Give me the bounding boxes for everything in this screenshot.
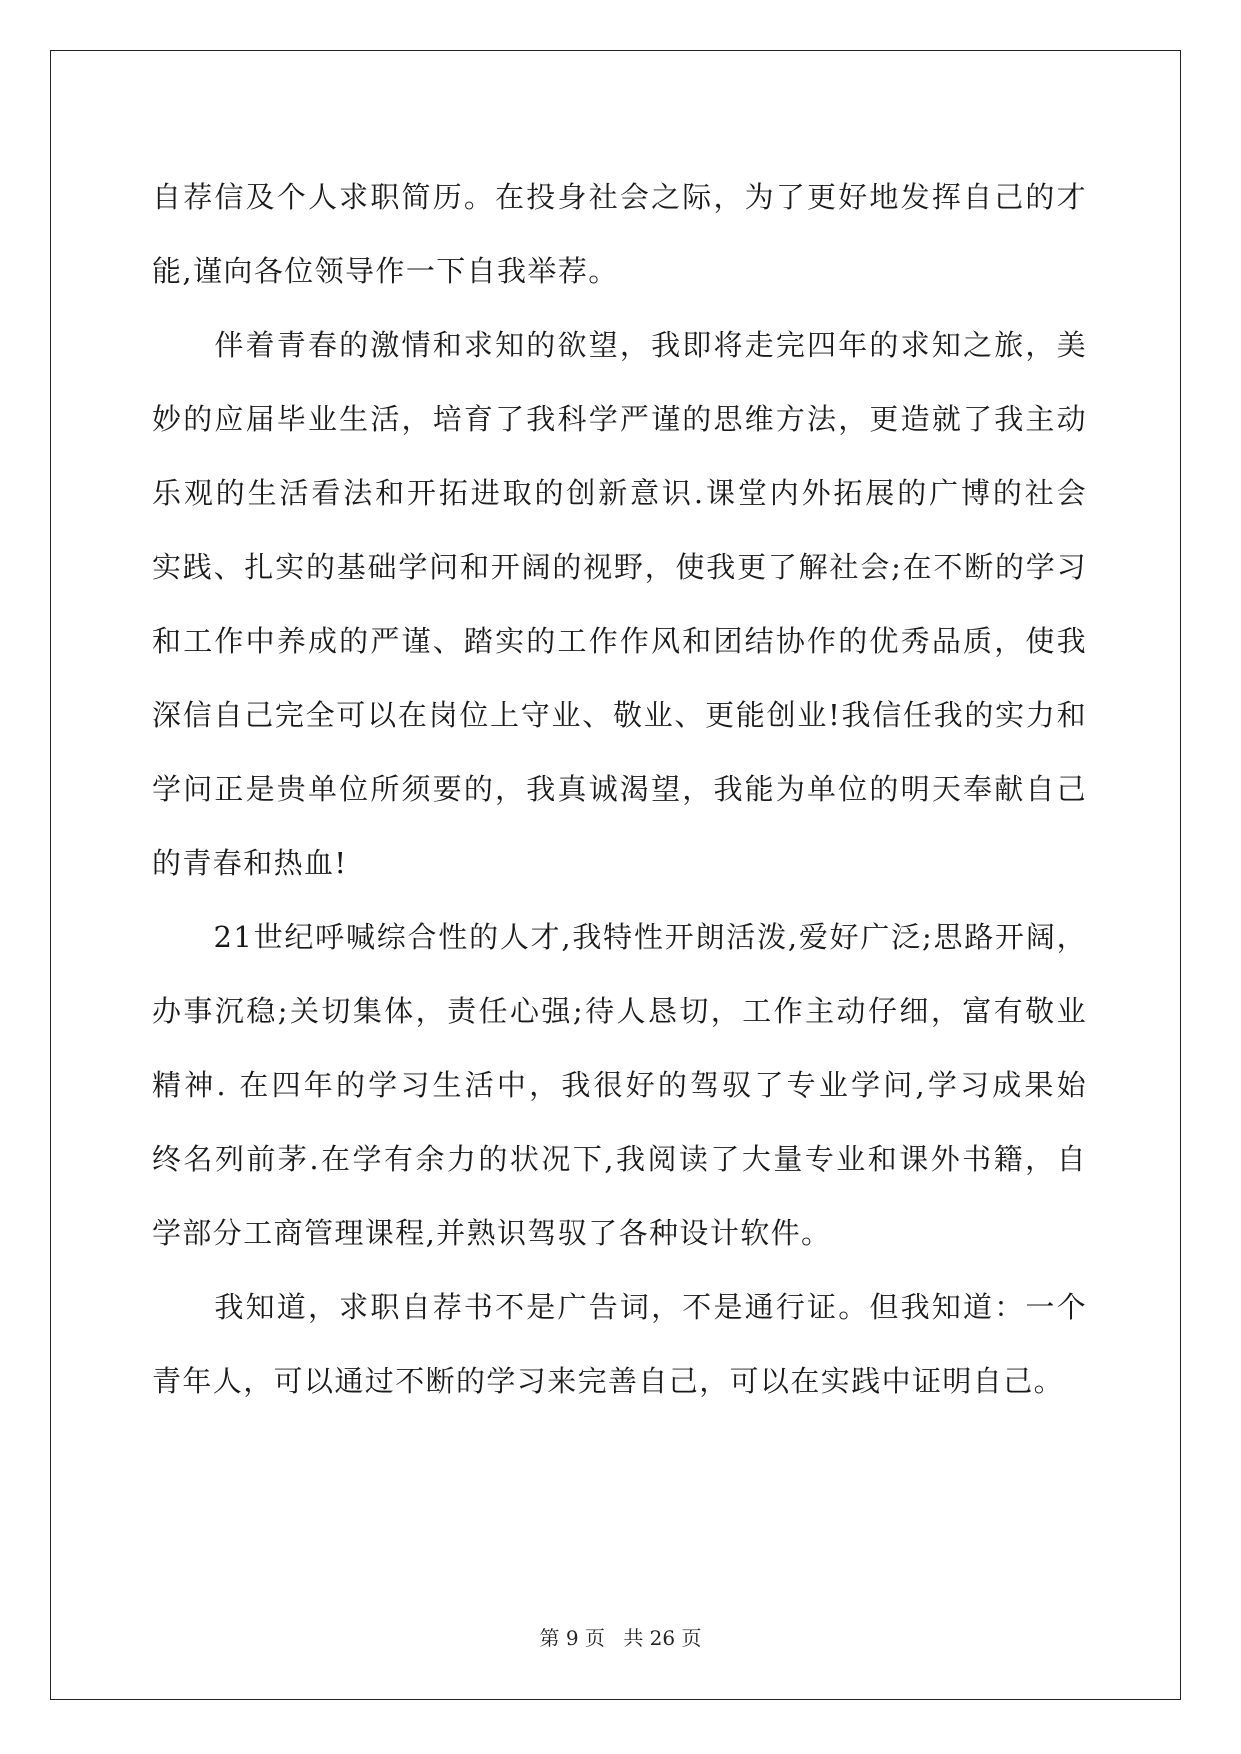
page-footer [0, 1622, 1241, 1651]
text-line: 和工作中养成的严谨、踏实的工作作风和团结协作的优秀品质，使我 [152, 624, 1087, 658]
text-line: 的青春和热血! [152, 846, 348, 880]
text-line: 实践、扎实的基础学问和开阔的视野，使我更了解社会;在不断的学习 [152, 550, 1087, 584]
text-line: 终名列前茅.在学有余力的状况下,我阅读了大量专业和课外书籍，自 [152, 1142, 1087, 1176]
text-line: 能,谨向各位领导作一下自我举荐。 [152, 254, 619, 288]
text-line: 伴着青春的激情和求知的欲望，我即将走完四年的求知之旅，美 [152, 328, 1087, 362]
text-line: 办事沉稳;关切集体，责任心强;待人恳切，工作主动仔细，富有敬业 [152, 994, 1087, 1028]
text-line: 学问正是贵单位所须要的，我真诚渴望，我能为单位的明天奉献自己 [152, 772, 1087, 806]
text-line: 精神. 在四年的学习生活中，我很好的驾驭了专业学问,学习成果始 [152, 1068, 1087, 1102]
text-line: 自荐信及个人求职简历。在投身社会之际，为了更好地发挥自己的才 [152, 180, 1087, 214]
text-line: 乐观的生活看法和开拓进取的创新意识.课堂内外拓展的广博的社会 [152, 476, 1087, 510]
text-line: 青年人，可以通过不断的学习来完善自己，可以在实践中证明自己。 [152, 1364, 1065, 1398]
text-line: 我知道，求职自荐书不是广告词，不是通行证。但我知道：一个 [152, 1290, 1087, 1324]
page-number: 第 9 页 [539, 1626, 605, 1650]
text-line: 妙的应届毕业生活，培育了我科学严谨的思维方法，更造就了我主动 [152, 402, 1087, 436]
text-line: 深信自己完全可以在岗位上守业、敬业、更能创业!我信任我的实力和 [152, 698, 1087, 732]
document-body [152, 160, 1087, 1418]
text-line: 学部分工商管理课程,并熟识驾驭了各种设计软件。 [152, 1216, 832, 1250]
page-total: 共 26 页 [623, 1626, 702, 1650]
text-line: 21世纪呼喊综合性的人才,我特性开朗活泼,爱好广泛;思路开阔， [152, 920, 1087, 954]
